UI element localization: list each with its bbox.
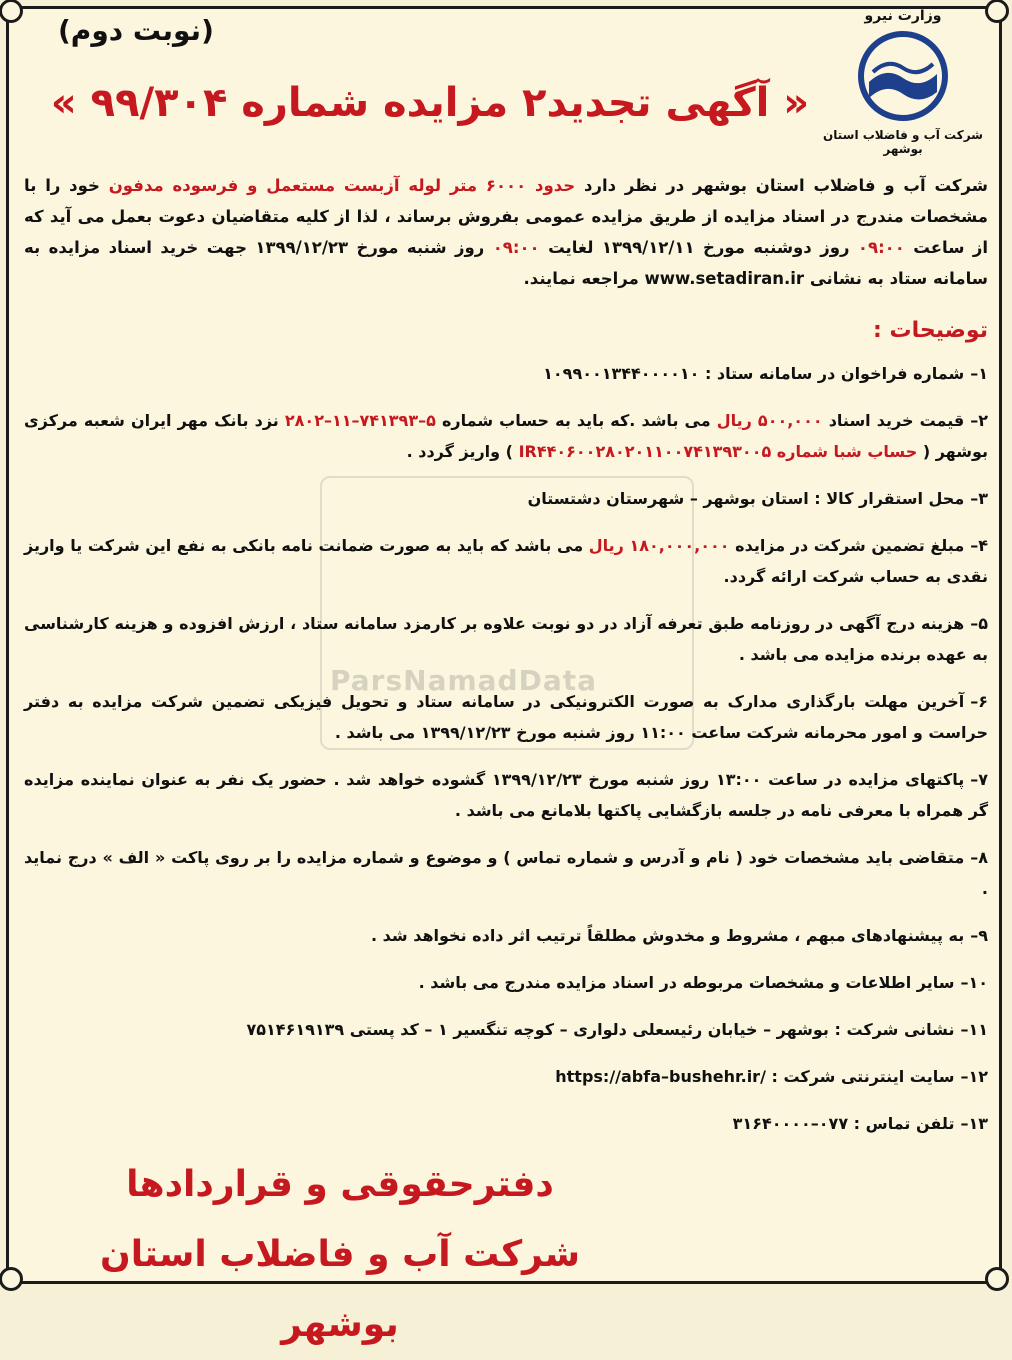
item-number: ۲– bbox=[970, 411, 988, 430]
list-item bbox=[24, 920, 988, 951]
item-text: سایت اینترنتی شرکت : bbox=[771, 1067, 955, 1086]
list-item bbox=[24, 483, 988, 514]
intro-paragraph bbox=[24, 170, 988, 294]
item-text: قیمت خرید اسناد bbox=[828, 411, 965, 430]
frame-corner bbox=[0, 0, 23, 23]
end-time: ۰۹:۰۰ bbox=[492, 238, 540, 257]
notes-heading: توضیحات : bbox=[873, 318, 988, 343]
list-item bbox=[24, 686, 988, 748]
intro-item-highlight: حدود ۶۰۰۰ متر لوله آزبست مستعمل و فرسوده مدفون bbox=[108, 176, 576, 195]
item-number: ۶– bbox=[970, 692, 988, 711]
ad-title: « آگهی تجدید۲ مزایده شماره ۹۹/۳۰۴ » bbox=[50, 80, 810, 126]
item-text: ) واریز گردد . bbox=[406, 442, 513, 461]
item-number: ۱۳– bbox=[960, 1114, 988, 1133]
intro-text: مراجعه نمایند. bbox=[523, 269, 639, 288]
frame-corner bbox=[985, 0, 1009, 23]
company-logo bbox=[818, 8, 988, 156]
item-text: شماره فراخوان در سامانه ستاد : ۱۰۹۹۰۰۱۳۴۴۰۰۰۰۱۰ bbox=[543, 364, 965, 383]
round-label: (نوبت دوم) bbox=[58, 14, 214, 47]
item-number: ۱۰– bbox=[960, 973, 988, 992]
item-text: سایر اطلاعات و مشخصات مربوطه در اسناد مزایده مندرج می باشد . bbox=[418, 973, 955, 992]
footer-signature bbox=[80, 1150, 600, 1360]
item-number: ۸– bbox=[970, 848, 988, 867]
watermark-text: ParsNamadData bbox=[330, 664, 597, 697]
frame-corner bbox=[0, 1267, 23, 1291]
item-text: می باشد که باید به صورت ضمانت نامه بانکی به نفع این شرکت یا واریز نقدی به حساب شرکت ارائه گردد. bbox=[24, 536, 988, 586]
company-signature: شرکت آب و فاضلاب استان بوشهر bbox=[100, 1234, 580, 1345]
item-text: به پیشنهادهای مبهم ، مشروط و مخدوش مطلقاً ترتیب اثر داده نخواهد شد . bbox=[371, 926, 965, 945]
item-text: آخرین مهلت بارگذاری مدارک به صورت الکترونیکی در سامانه ستاد و تحویل فیزیکی تضمین شرکت مزایده به دفتر حراست و امور محرمانه شرکت ساعت ۱۱:۰۰ روز شنبه مورخ ۱۳۹۹/۱۲/۲۳ می باشد . bbox=[24, 692, 988, 742]
list-item bbox=[24, 530, 988, 592]
ministry-label: وزارت نیرو bbox=[864, 8, 942, 24]
item-text: می باشد .که باید به حساب شماره bbox=[441, 411, 711, 430]
start-time: ۰۹:۰۰ bbox=[857, 238, 905, 257]
item-text: نزد بانک مهر ایران شعبه مرکزی بوشهر ( bbox=[24, 411, 988, 461]
intro-text: شرکت آب و فاضلاب استان بوشهر در نظر دارد bbox=[584, 176, 989, 195]
item-number: ۱۱– bbox=[960, 1020, 988, 1039]
list-item bbox=[24, 1014, 988, 1045]
list-item bbox=[24, 1108, 988, 1139]
account-number: ۵–۷۴۱۳۹۳–۱۱–۲۸۰۲ bbox=[284, 411, 436, 430]
list-item bbox=[24, 842, 988, 904]
item-number: ۱– bbox=[970, 364, 988, 383]
item-text: مبلغ تضمین شرکت در مزایده bbox=[735, 536, 965, 555]
item-text: پاکتهای مزایده در ساعت ۱۳:۰۰ روز شنبه مورخ ۱۳۹۹/۱۲/۲۳ گشوده خواهد شد . حضور یک نفر به عنوان نماینده مزایده گر همراه با معرفی نامه در جلسه بازگشایی پاکتها بلامانع می باشد . bbox=[24, 770, 988, 820]
sheba-number: حساب شبا شماره IR۴۴۰۶۰۰۲۸۰۲۰۱۱۰۰۷۴۱۳۹۳۰۰۵ bbox=[518, 442, 918, 461]
notes-list bbox=[24, 358, 988, 1155]
item-number: ۵– bbox=[970, 614, 988, 633]
water-logo-icon bbox=[843, 26, 963, 126]
item-number: ۱۲– bbox=[960, 1067, 988, 1086]
list-item bbox=[24, 1061, 988, 1092]
item-text: تلفن تماس : ۰۷۷–۳۱۶۴۰۰۰۰ bbox=[732, 1114, 955, 1133]
item-number: ۹– bbox=[970, 926, 988, 945]
list-item bbox=[24, 405, 988, 467]
list-item bbox=[24, 764, 988, 826]
item-text: متقاضی باید مشخصات خود ( نام و آدرس و شماره تماس ) و موضوع و شماره مزایده را بر روی پاکت « الف » درج نماید . bbox=[24, 848, 988, 898]
item-text: نشانی شرکت : بوشهر – خیابان رئیسعلی دلواری – کوچه تنگسیر ۱ – کد پستی ۷۵۱۴۶۱۹۱۳۹ bbox=[246, 1020, 955, 1039]
document-price: ۵۰۰,۰۰۰ ریال bbox=[716, 411, 823, 430]
intro-text: روز شنبه مورخ ۱۳۹۹/۱۲/۲۳ جهت خرید اسناد مزایده به سامانه ستاد به نشانی bbox=[24, 238, 988, 288]
item-text: محل استقرار کالا : استان بوشهر – شهرستان دشتستان bbox=[527, 489, 965, 508]
legal-office-label: دفترحقوقی و قراردادها bbox=[126, 1164, 554, 1205]
list-item bbox=[24, 358, 988, 389]
list-item bbox=[24, 608, 988, 670]
guarantee-amount: ۱۸۰,۰۰۰,۰۰۰ ریال bbox=[588, 536, 730, 555]
intro-text: خود را با مشخصات مندرج در اسناد مزایده از طریق مزایده عمومی بفروش برساند ، لذا از کلیه متقاضیان دعوت بعمل می آید که از ساعت bbox=[24, 176, 989, 257]
item-number: ۷– bbox=[970, 770, 989, 789]
setad-url-link[interactable]: www.setadiran.ir bbox=[644, 269, 805, 288]
company-name: شرکت آب و فاضلاب استان بوشهر bbox=[823, 128, 983, 156]
item-text: هزینه درج آگهی در روزنامه طبق تعرفه آزاد در دو نوبت علاوه بر کارمزد سامانه ستاد ، ارزش افزوده و هزینه کارشناسی به عهده برنده مزایده می باشد . bbox=[24, 614, 988, 664]
list-item bbox=[24, 967, 988, 998]
company-website-link[interactable]: https://abfa–bushehr.ir/ bbox=[555, 1067, 766, 1086]
intro-text: روز دوشنبه مورخ ۱۳۹۹/۱۲/۱۱ لغایت bbox=[548, 238, 850, 257]
item-number: ۴– bbox=[970, 536, 989, 555]
item-number: ۳– bbox=[970, 489, 988, 508]
frame-corner bbox=[985, 1267, 1009, 1291]
